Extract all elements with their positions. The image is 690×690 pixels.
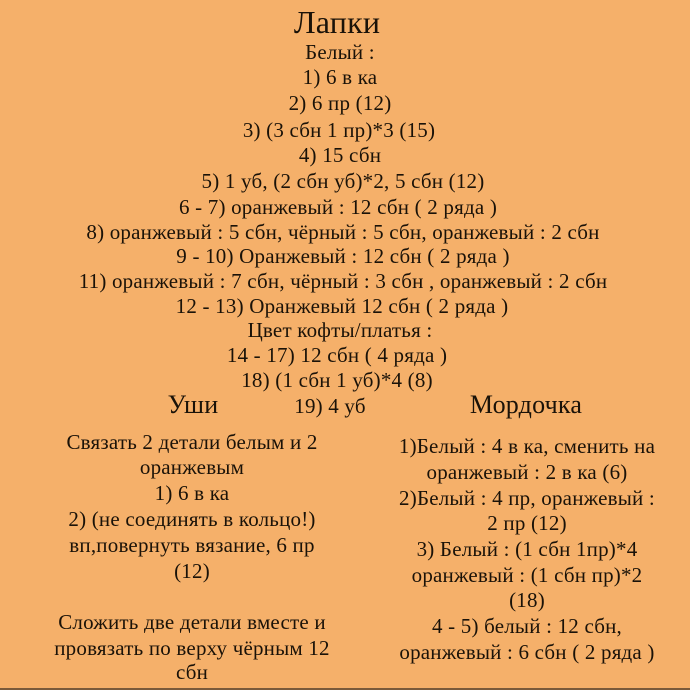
paws-line: 9 - 10) Оранжевый : 12 сбн ( 2 ряда ) (176, 244, 510, 268)
muzzle-line: 4 - 5) белый : 12 сбн, (431, 614, 623, 638)
ears-line: 2) (не соединять в кольцо!) (68, 507, 316, 531)
ears-title: Уши (167, 390, 219, 419)
muzzle-line: 2)Белый : 4 пр, оранжевый : (399, 486, 655, 510)
paws-line: 4) 15 сбн (298, 143, 382, 167)
muzzle-line: 3) Белый : (1 сбн 1пр)*4 (416, 537, 638, 561)
muzzle-line: оранжевый : 6 сбн ( 2 ряда ) (399, 640, 655, 664)
paws-line: 3) (3 сбн 1 пр)*3 (15) (242, 118, 436, 142)
ears-line: сбн (175, 660, 209, 684)
muzzle-line: 2 пр (12) (487, 511, 567, 535)
paws-line: 11) оранжевый : 7 сбн, чёрный : 3 сбн , оранжевый : 2 сбн (78, 269, 608, 293)
paws-line: 12 - 13) Оранжевый 12 сбн ( 2 ряда ) (175, 294, 509, 318)
paws-line: 2) 6 пр (12) (288, 91, 392, 115)
paws-line: Цвет кофты/платья : (247, 318, 433, 342)
paws-line: 1) 6 в ка (302, 65, 378, 89)
ears-line: Сложить две детали вместе и (58, 610, 326, 634)
ears-line: Связать 2 детали белым и 2 (66, 430, 318, 454)
ears-line: вп,повернуть вязание, 6 пр (69, 533, 315, 557)
ears-line: 1) 6 в ка (154, 481, 230, 505)
muzzle-line: оранжевый : (1 сбн пр)*2 (411, 563, 643, 587)
ears-line: (12) (174, 559, 210, 583)
muzzle-line: оранжевый : 2 в ка (6) (426, 460, 628, 484)
paws-line: 5) 1 уб, (2 сбн уб)*2, 5 сбн (12) (201, 169, 485, 193)
paws-line: 19) 4 уб (294, 394, 366, 418)
ears-line: оранжевым (139, 455, 245, 479)
muzzle-title: Мордочка (469, 390, 583, 419)
paws-line: 8) оранжевый : 5 сбн, чёрный : 5 сбн, оранжевый : 2 сбн (86, 220, 600, 244)
muzzle-line: 1)Белый : 4 в ка, сменить на (398, 434, 656, 458)
paws-line: 6 - 7) оранжевый : 12 сбн ( 2 ряда ) (178, 195, 498, 219)
ears-line: провязать по верху чёрным 12 (54, 636, 330, 660)
paws-line: 18) (1 сбн 1 уб)*4 (8) (241, 368, 433, 392)
paws-line: 14 - 17) 12 сбн ( 4 ряда ) (226, 343, 448, 367)
muzzle-line: (18) (509, 588, 545, 612)
paws-title: Лапки (293, 4, 381, 40)
paws-line: Белый : (305, 40, 375, 64)
